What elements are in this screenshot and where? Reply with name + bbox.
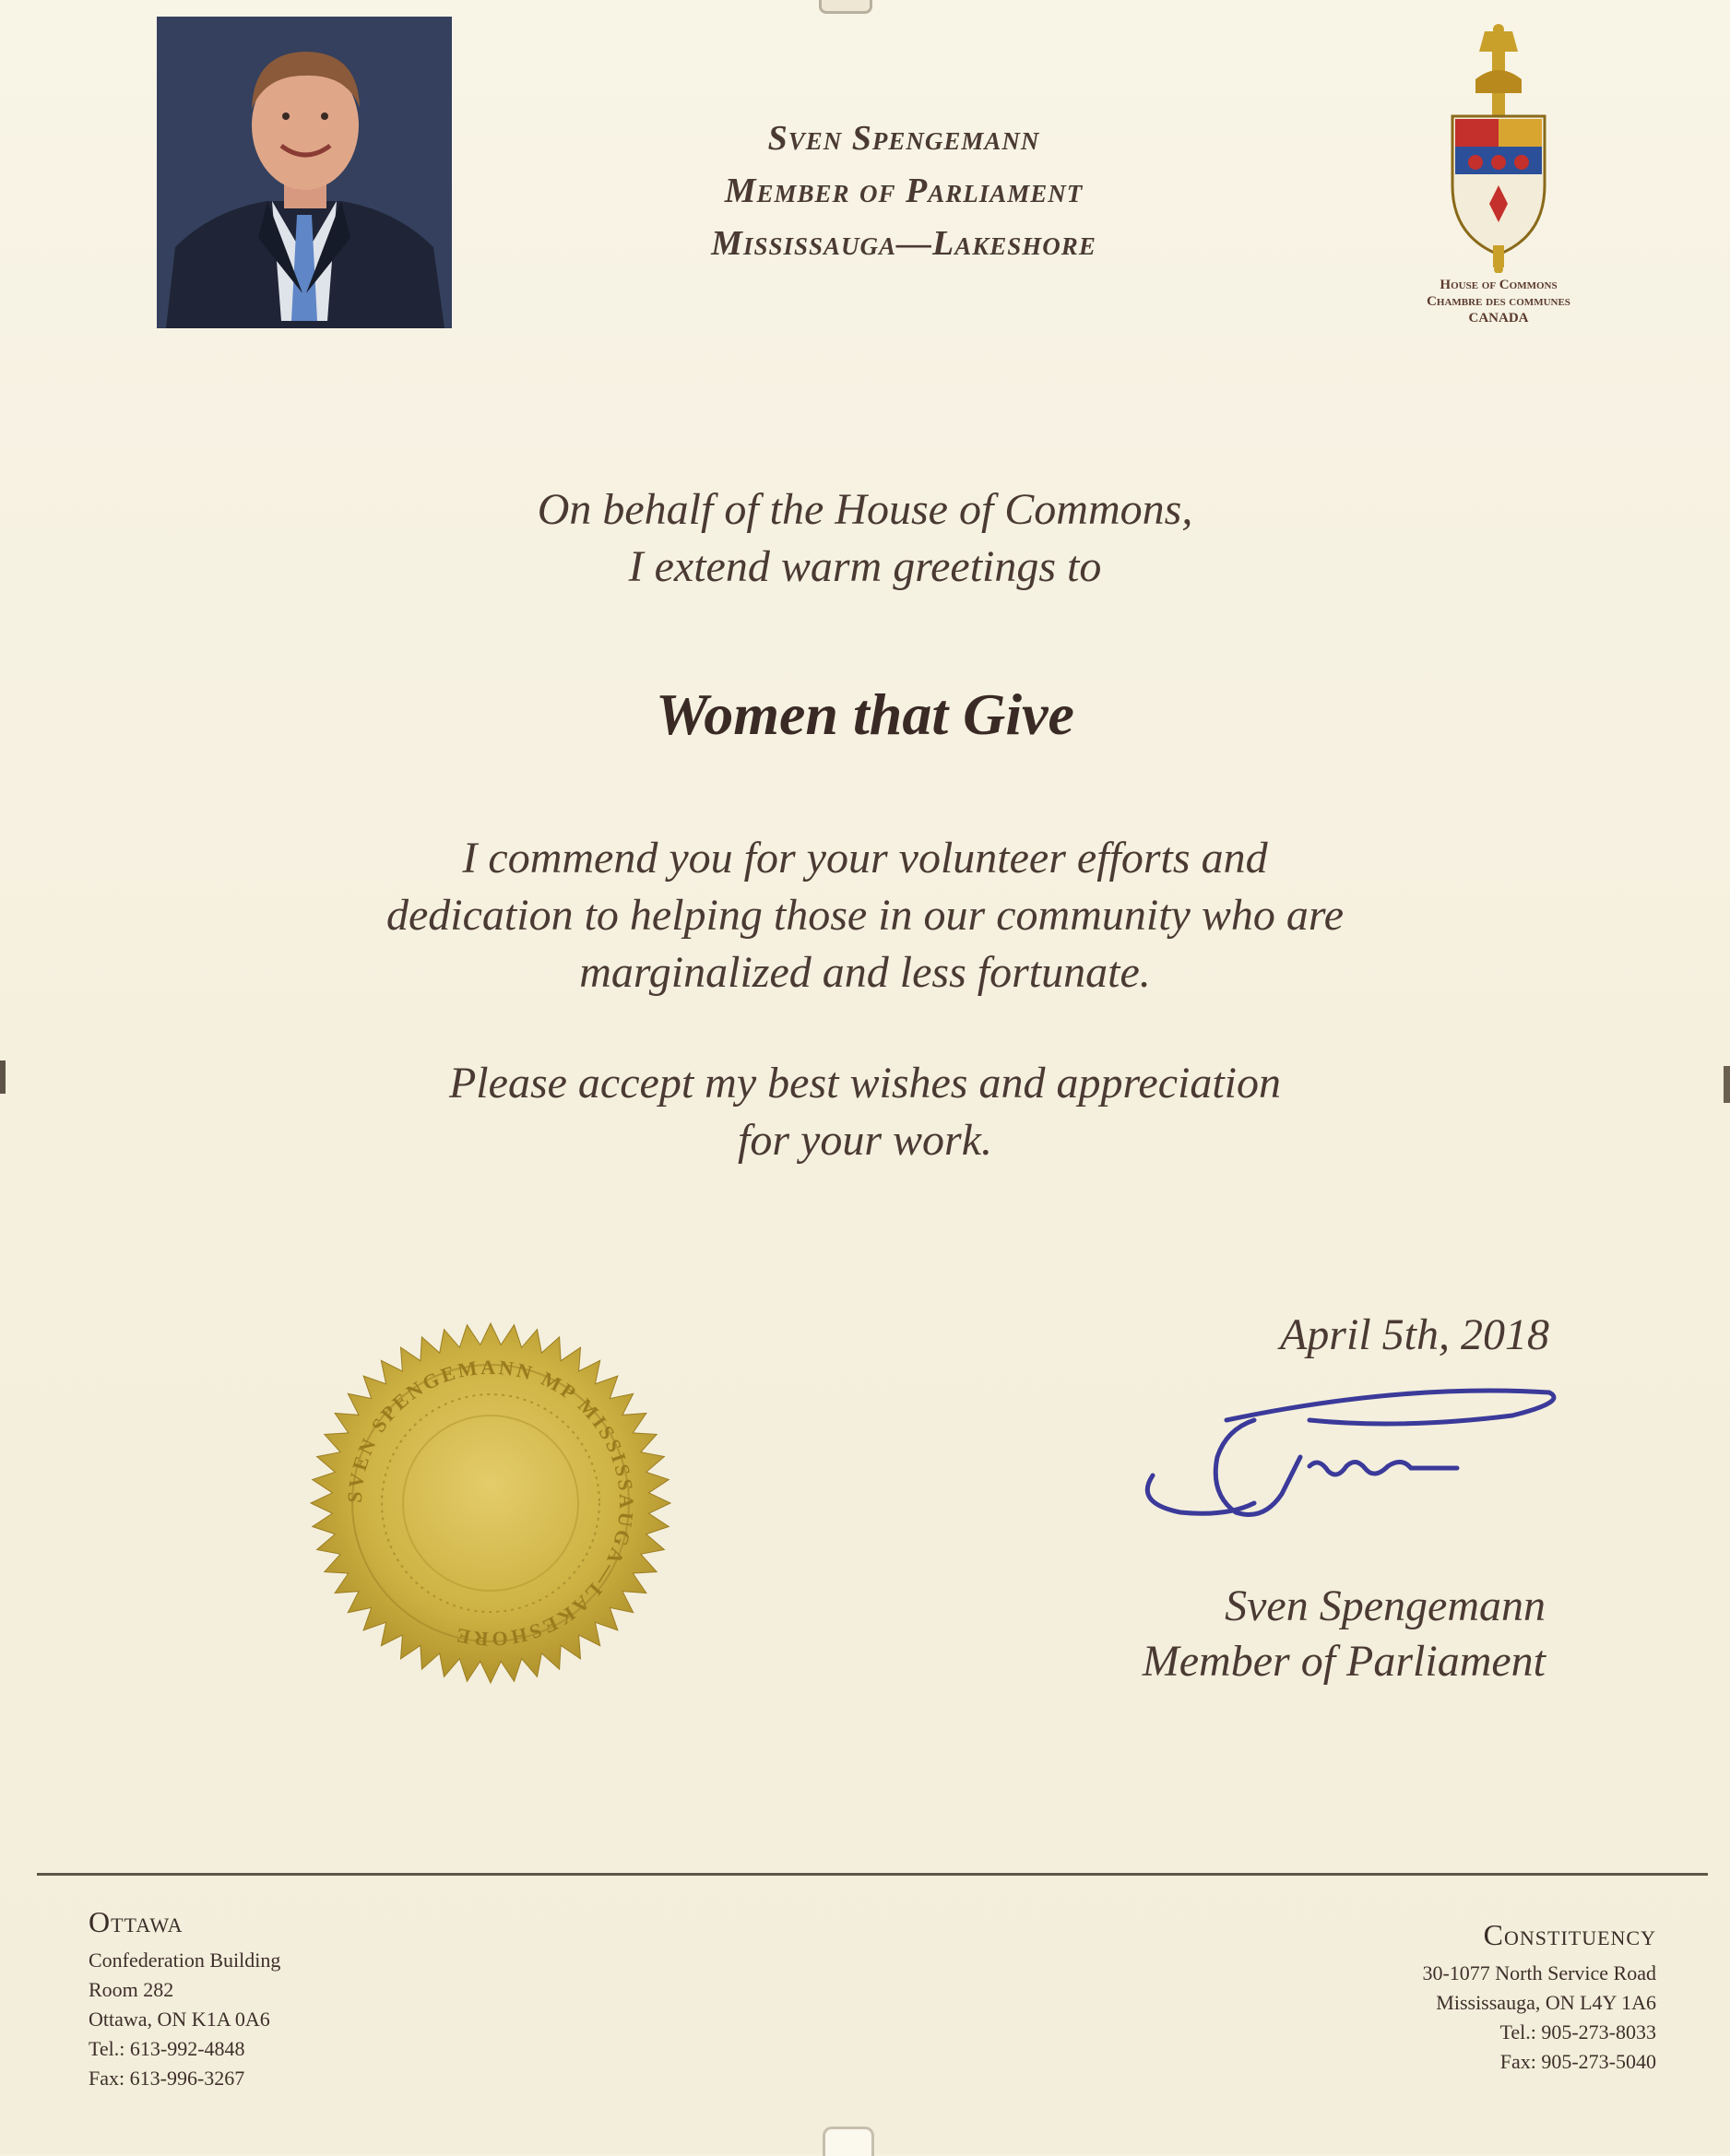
recipient-name: Women that Give <box>656 681 1074 747</box>
commendation-paragraph: I commend you for your volunteer efforts and dedication to helping those in our community who are marginalized and less fortunate. <box>385 834 1345 997</box>
closing-paragraph: Please accept my best wishes and appreciation for your work. <box>448 1059 1281 1165</box>
crest-caption: House of Commons Chambre des communes CANADA <box>1427 278 1570 326</box>
house-of-commons-crest <box>1383 24 1614 338</box>
signer-name: Sven Spengemann <box>1225 1581 1546 1630</box>
frame-clip-top <box>819 0 872 14</box>
constituency-office-address: Constituency 30-1077 North Service Road Mississauga, ON L4Y 1A6 Tel.: 905-273-8033 Fax: 905-273-5040 <box>1236 1914 1656 2077</box>
mace-crest-icon <box>1383 24 1614 273</box>
letterhead-title <box>646 113 1162 270</box>
riding-heading: Mississauga—Lakeshore <box>711 224 1096 263</box>
gold-seal <box>297 1319 684 1688</box>
footer-divider <box>37 1873 1708 1876</box>
signer-block <box>1014 1579 1546 1689</box>
mp-portrait-photo <box>157 17 452 328</box>
certificate-date: April 5th, 2018 <box>1279 1310 1549 1359</box>
gold-seal-icon <box>297 1319 684 1688</box>
ottawa-office-address: Ottawa Confederation Building Room 282 Ottawa, ON K1A 0A6 Tel.: 613-992-4848 Fax: 613-996-3267 <box>89 1901 280 2093</box>
ottawa-office-title: Ottawa <box>89 1905 184 1938</box>
constituency-office-title: Constituency <box>1483 1918 1656 1951</box>
greeting-paragraph: On behalf of the House of Commons, I extend warm greetings to <box>537 485 1193 591</box>
frame-clip-bottom <box>823 2126 874 2156</box>
signer-title: Member of Parliament <box>1142 1637 1546 1686</box>
mp-name-heading: Sven Spengemann <box>767 119 1040 158</box>
signature-image <box>1125 1365 1568 1549</box>
seal-ring-text: SVEN SPENGEMANN MP MISSISSAUGA—LAKESHORE <box>342 1355 639 1652</box>
mp-title-heading: Member of Parliament <box>724 172 1084 210</box>
